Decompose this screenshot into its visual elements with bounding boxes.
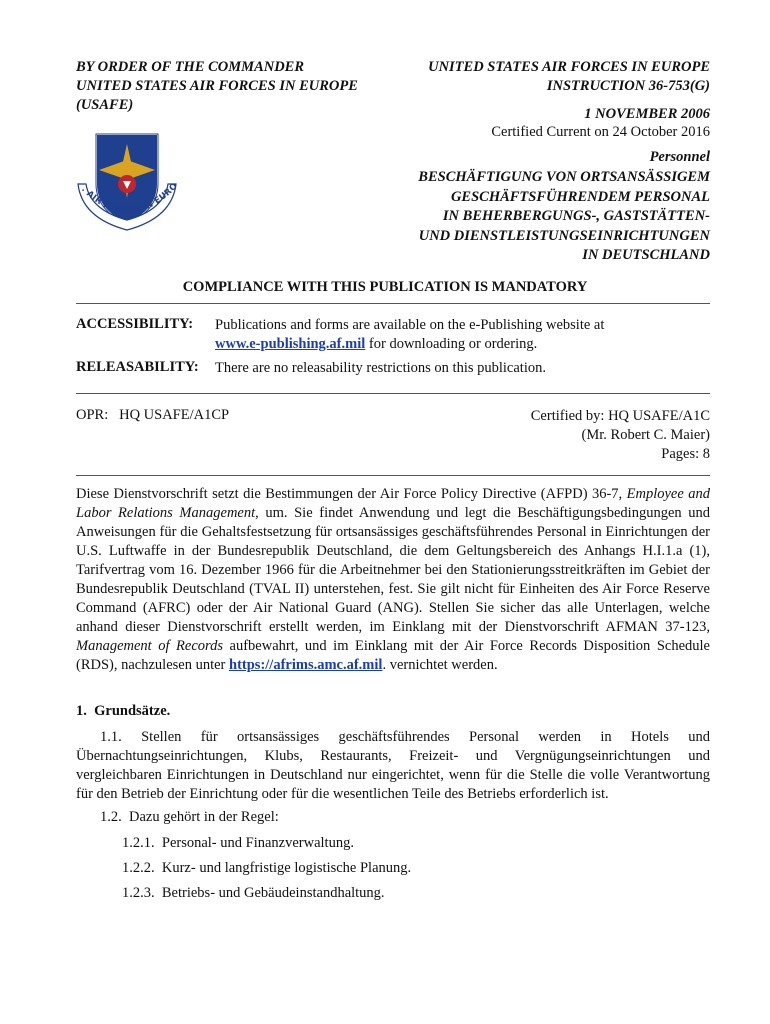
certified-by xyxy=(531,407,710,464)
accessibility-text-1: Publications and forms are available on the e-Publishing website at xyxy=(215,317,605,333)
divider xyxy=(76,393,710,394)
authority-line: (USAFE) xyxy=(76,97,134,113)
document-title xyxy=(370,168,710,266)
authority-line: UNITED STATES AIR FORCES IN EUROPE xyxy=(76,78,358,94)
title-line: BESCHÄFTIGUNG VON ORTSANSÄSSIGEM xyxy=(418,169,710,185)
certified-current: Certified Current on 24 October 2016 xyxy=(491,124,710,140)
paragraph-1-2: 1.2. Dazu gehört in der Regel: xyxy=(100,809,279,825)
title-line: GESCHÄFTSFÜHRENDEM PERSONAL xyxy=(450,188,710,205)
accessibility-label: ACCESSIBILITY: xyxy=(76,316,194,332)
instruction-header xyxy=(370,58,710,167)
title-line: IN DEUTSCHLAND xyxy=(582,247,710,263)
accessibility-text xyxy=(215,316,710,353)
afrims-link[interactable]: https://afrims.amc.af.mil xyxy=(229,657,383,673)
e-publishing-link[interactable]: www.e-publishing.af.mil xyxy=(215,335,366,352)
list-item: 1.2.3. Betriebs- und Gebäudeinstandhaltung. xyxy=(122,885,385,901)
divider xyxy=(76,475,710,476)
intro-text: , um. Sie findet Anwendung und legt die Beschäftigungsbedingungen und Anweisungen für die Gehaltsfestsetzung für ortsansässiges geschäftsführendes Personal in Einrichtungen der U.S. Luftwaffe in der Bundesrepublik Deutschland, die dem Geltungsbereich des Anhangs H.I.1.a (1), Tarifvertrag vom 16. Dezember 1966 für die Arbeitnehmer bei den Stationierungsstreitkräften im Gebiet der Bundesrepublik Deutschland (TVAL II) unterstehen, fest. Sie gilt nicht für Einheiten des Air Force Reserve Command (AFRC) oder der Air National Guard (ANG). Stellen Sie sicher das alle Unterlagen, welche anhand dieser Dienstvorschrift erstellt werden, im Einklang mit der Dienstvorschrift AFMAN 37-123, xyxy=(76,505,711,635)
intro-italic: Management of Records xyxy=(76,638,224,654)
issuing-authority xyxy=(76,58,396,115)
section-heading: 1. Grundsätze. xyxy=(76,703,171,719)
shield-emblem-icon xyxy=(72,126,182,236)
authority-line: BY ORDER OF THE COMMANDER xyxy=(76,59,305,75)
page-count: Pages: 8 xyxy=(661,446,710,462)
releasability-label: RELEASABILITY: xyxy=(76,359,199,375)
certified-by-line: Certified by: HQ USAFE/A1C xyxy=(530,408,710,424)
releasability-text: There are no releasability restrictions on this publication. xyxy=(215,360,546,376)
accessibility-text-2: for downloading or ordering. xyxy=(365,335,538,352)
intro-text: Diese Dienstvorschrift setzt die Bestimmungen der Air Force Policy Directive (AFPD) 36-7, xyxy=(76,486,627,502)
instruction-number: INSTRUCTION 36-753(G) xyxy=(546,78,710,94)
paragraph-1-1: 1.1. Stellen für ortsansässiges geschäftsführendes Personal werden in Hotels und Übernachtungseinrichtungen, Klubs, Restaurants, Freizeit- und Vergnügungseinrichtungen und vergleichbaren Einrichtungen in Deutschland nur eingerichtet, wenn für die Stelle die volle Verantwortung für den Betrieb der Einrichtung oder für die wesentlichen Teile des Betriebs erforderlich ist. xyxy=(76,729,710,802)
category: Personnel xyxy=(649,149,710,165)
publication-date: 1 NOVEMBER 2006 xyxy=(584,106,710,122)
usafe-emblem xyxy=(72,126,182,236)
certified-by-name: (Mr. Robert C. Maier) xyxy=(581,427,710,443)
intro-italic: Employee and Labor Relations Management xyxy=(76,486,710,521)
list-item: 1.2.1. Personal- und Finanzverwaltung. xyxy=(122,835,354,851)
title-line: IN BEHERBERGUNGS-, GASTSTÄTTEN- xyxy=(442,208,710,224)
title-line: UND DIENSTLEISTUNGSEINRICHTUNGEN xyxy=(418,227,710,244)
opr: OPR: HQ USAFE/A1CP xyxy=(76,407,230,423)
compliance-statement: COMPLIANCE WITH THIS PUBLICATION IS MANDATORY xyxy=(182,279,588,295)
emblem-text: . AIR FORCES IN EURO xyxy=(79,181,180,217)
divider xyxy=(76,303,710,304)
org-name: UNITED STATES AIR FORCES IN EUROPE xyxy=(428,59,710,75)
list-item: 1.2.2. Kurz- und langfristige logistische Planung. xyxy=(122,860,412,876)
intro-text: . vernichtet werden. xyxy=(382,657,498,673)
intro-paragraph xyxy=(76,485,710,675)
intro-text: aufbewahrt, und im Einklang mit der Air Force Records Disposition Schedule (RDS), nachzulesen unter xyxy=(76,638,710,673)
